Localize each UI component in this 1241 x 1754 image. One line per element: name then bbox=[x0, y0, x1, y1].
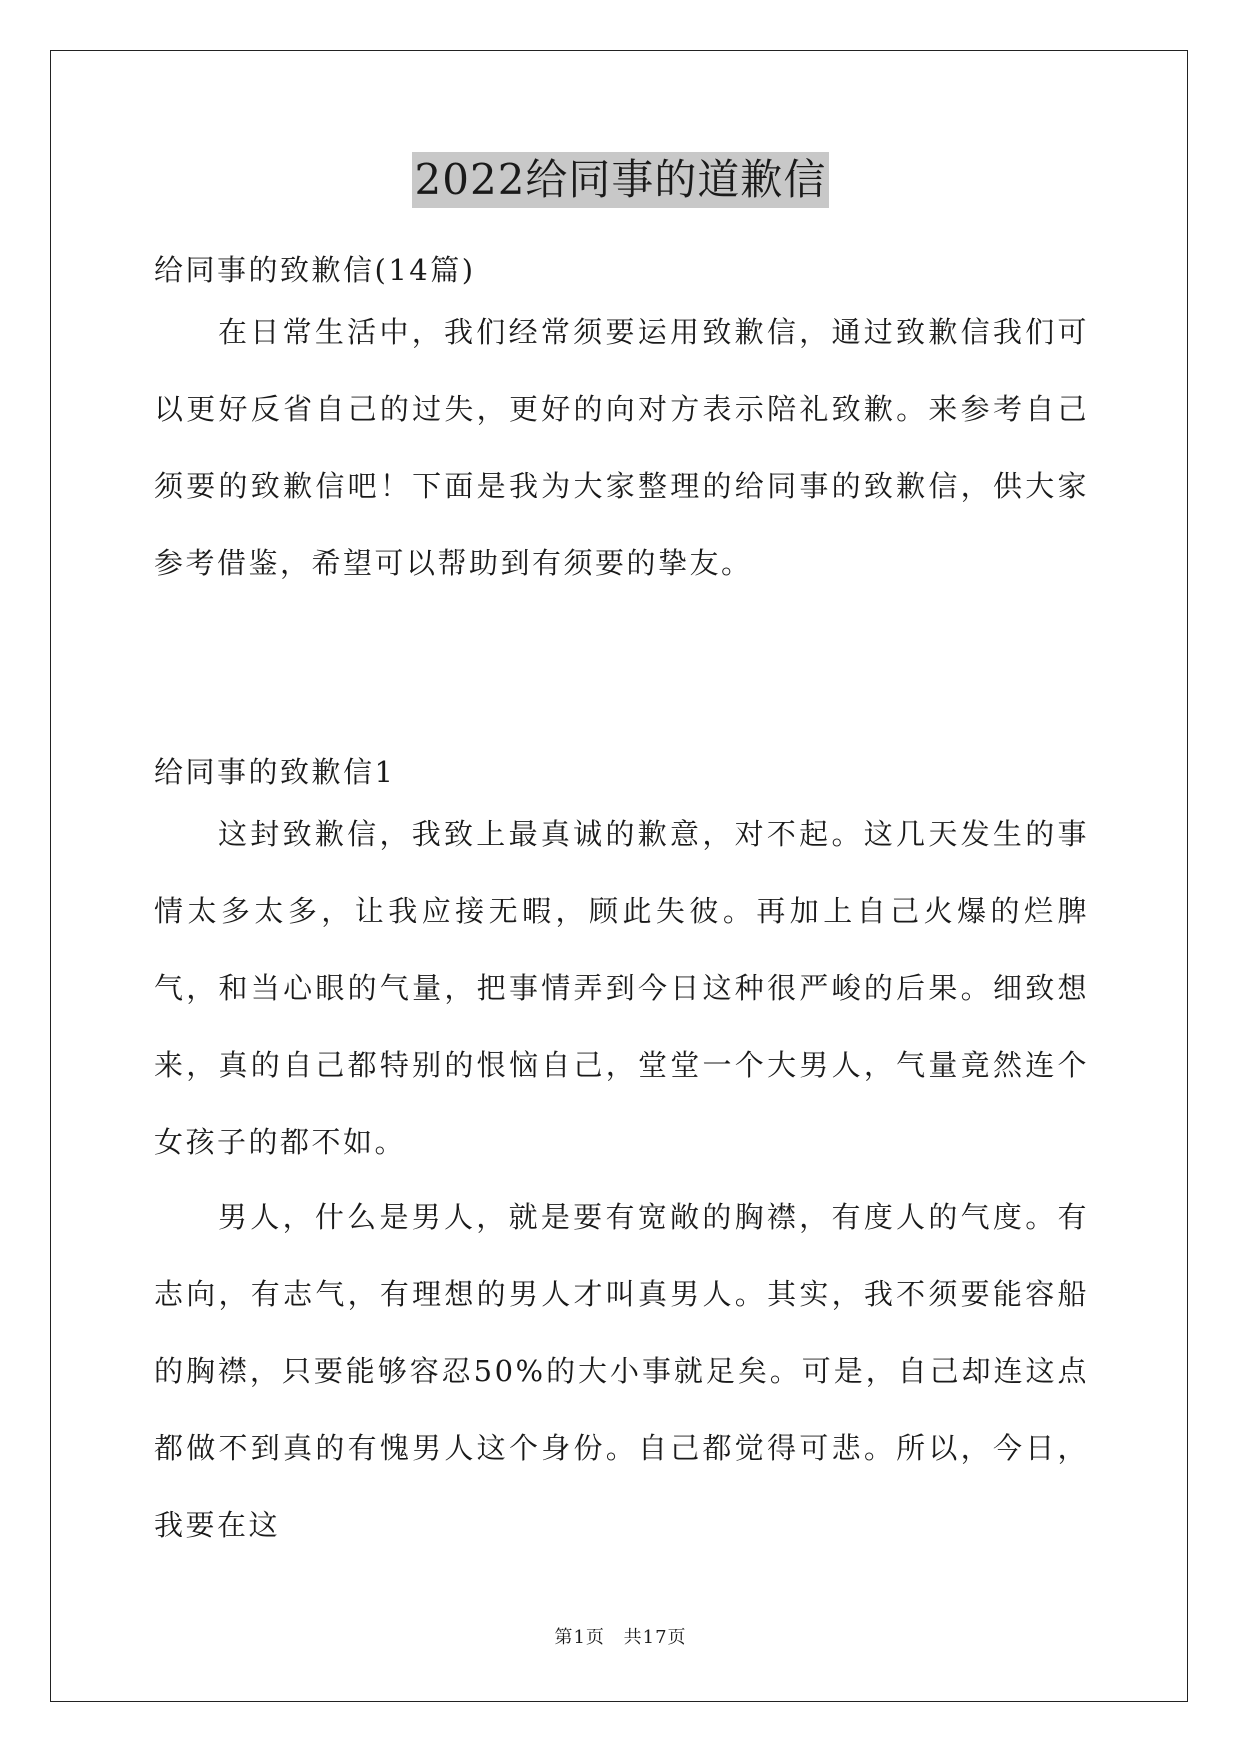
section-heading: 给同事的致歉信1 bbox=[154, 755, 396, 789]
body-paragraph-2: 男人，什么是男人，就是要有宽敞的胸襟，有度人的气度。有志向，有志气，有理想的男人才叫真男人。其实，我不须要能容船的胸襟，只要能够容忍50%的大小事就足矣。可是，自己却连这点都做不到真的有愧男人这个身份。自己都觉得可悲。所以，今日，我要在这 bbox=[154, 1200, 1089, 1542]
document-subtitle: 给同事的致歉信(14篇) bbox=[154, 253, 476, 287]
page-total: 共17页 bbox=[623, 1627, 687, 1648]
page-footer bbox=[0, 1623, 1241, 1649]
document-title: 2022给同事的道歉信 bbox=[412, 152, 830, 208]
page-number: 第1页 bbox=[554, 1627, 605, 1648]
body-paragraph-1: 这封致歉信，我致上最真诚的歉意，对不起。这几天发生的事情太多太多，让我应接无暇，顾此失彼。再加上自己火爆的烂脾气，和当心眼的气量，把事情弄到今日这种很严峻的后果。细致想来，真的自己都特别的恨恼自己，堂堂一个大男人，气量竟然连个女孩子的都不如。 bbox=[154, 817, 1089, 1159]
title-container bbox=[0, 152, 1241, 208]
intro-paragraph: 在日常生活中，我们经常须要运用致歉信，通过致歉信我们可以更好反省自己的过失，更好的向对方表示陪礼致歉。来参考自己须要的致歉信吧！下面是我为大家整理的给同事的致歉信，供大家参考借鉴，希望可以帮助到有须要的挚友。 bbox=[154, 315, 1089, 580]
